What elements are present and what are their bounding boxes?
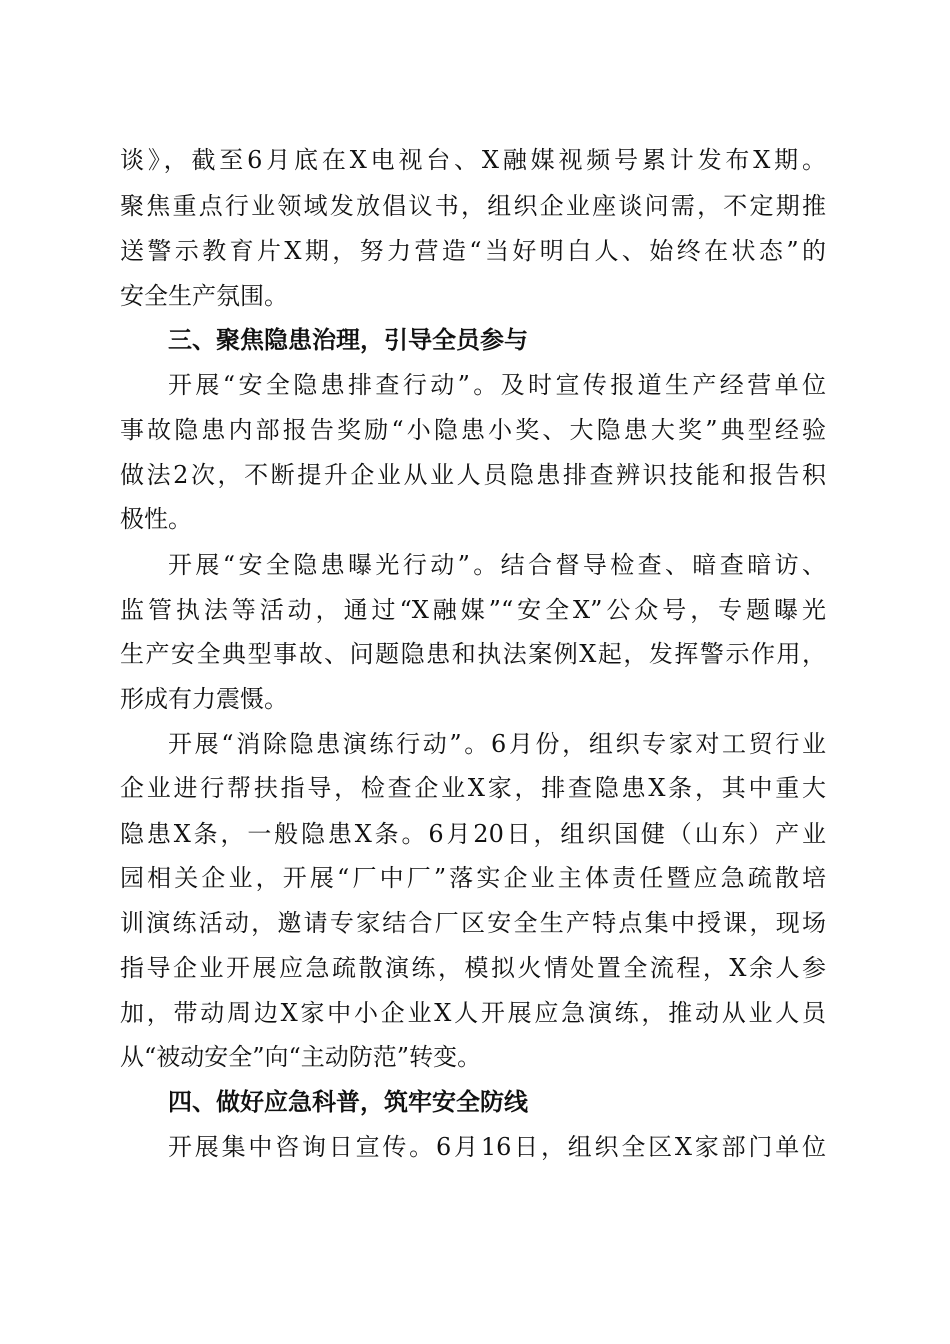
body-text-line: 极性。	[120, 505, 192, 533]
body-text-line: 谈》，截至6月底在X电视台、X融媒视频号累计发布X期。	[120, 146, 826, 174]
section-heading-3: 三、聚焦隐患治理，引导全员参与	[168, 326, 528, 354]
body-text-line: 送警示教育片X期，努力营造“当好明白人、始终在状态”的	[120, 237, 826, 265]
body-text-line: 做法2次，不断提升企业从业人员隐患排查辨识技能和报告积	[120, 461, 826, 489]
body-text-line: 开展集中咨询日宣传。6月16日，组织全区X家部门单位	[168, 1133, 826, 1161]
body-text-line: 开展“安全隐患排查行动”。及时宣传报道生产经营单位	[168, 371, 826, 399]
body-text-line: 企业进行帮扶指导，检查企业X家，排查隐患X条，其中重大	[120, 774, 826, 802]
body-text-line: 事故隐患内部报告奖励“小隐患小奖、大隐患大奖”典型经验	[120, 416, 826, 444]
body-text-line: 加，带动周边X家中小企业X人开展应急演练，推动从业人员	[120, 999, 826, 1027]
body-text-line: 隐患X条，一般隐患X条。6月20日，组织国健（山东）产业	[120, 820, 826, 848]
body-text-line: 开展“安全隐患曝光行动”。结合督导检查、暗查暗访、	[168, 551, 826, 579]
body-text-line: 监管执法等活动，通过“X融媒”“安全X”公众号，专题曝光	[120, 596, 826, 624]
body-text-line: 从“被动安全”向“主动防范”转变。	[120, 1043, 482, 1071]
body-text-line: 生产安全典型事故、问题隐患和执法案例X起，发挥警示作用，	[120, 640, 826, 668]
body-text-line: 安全生产氛围。	[120, 282, 288, 310]
body-text-line: 聚焦重点行业领域发放倡议书，组织企业座谈问需，不定期推	[120, 192, 826, 220]
body-text-line: 开展“消除隐患演练行动”。6月份，组织专家对工贸行业	[168, 730, 826, 758]
body-text-line: 形成有力震慑。	[120, 685, 288, 713]
section-heading-4: 四、做好应急科普，筑牢安全防线	[168, 1088, 528, 1116]
body-text-line: 训演练活动，邀请专家结合厂区安全生产特点集中授课，现场	[120, 909, 826, 937]
body-text-line: 指导企业开展应急疏散演练，模拟火情处置全流程，X余人参	[120, 954, 826, 982]
body-text-line: 园相关企业，开展“厂中厂”落实企业主体责任暨应急疏散培	[120, 864, 826, 892]
